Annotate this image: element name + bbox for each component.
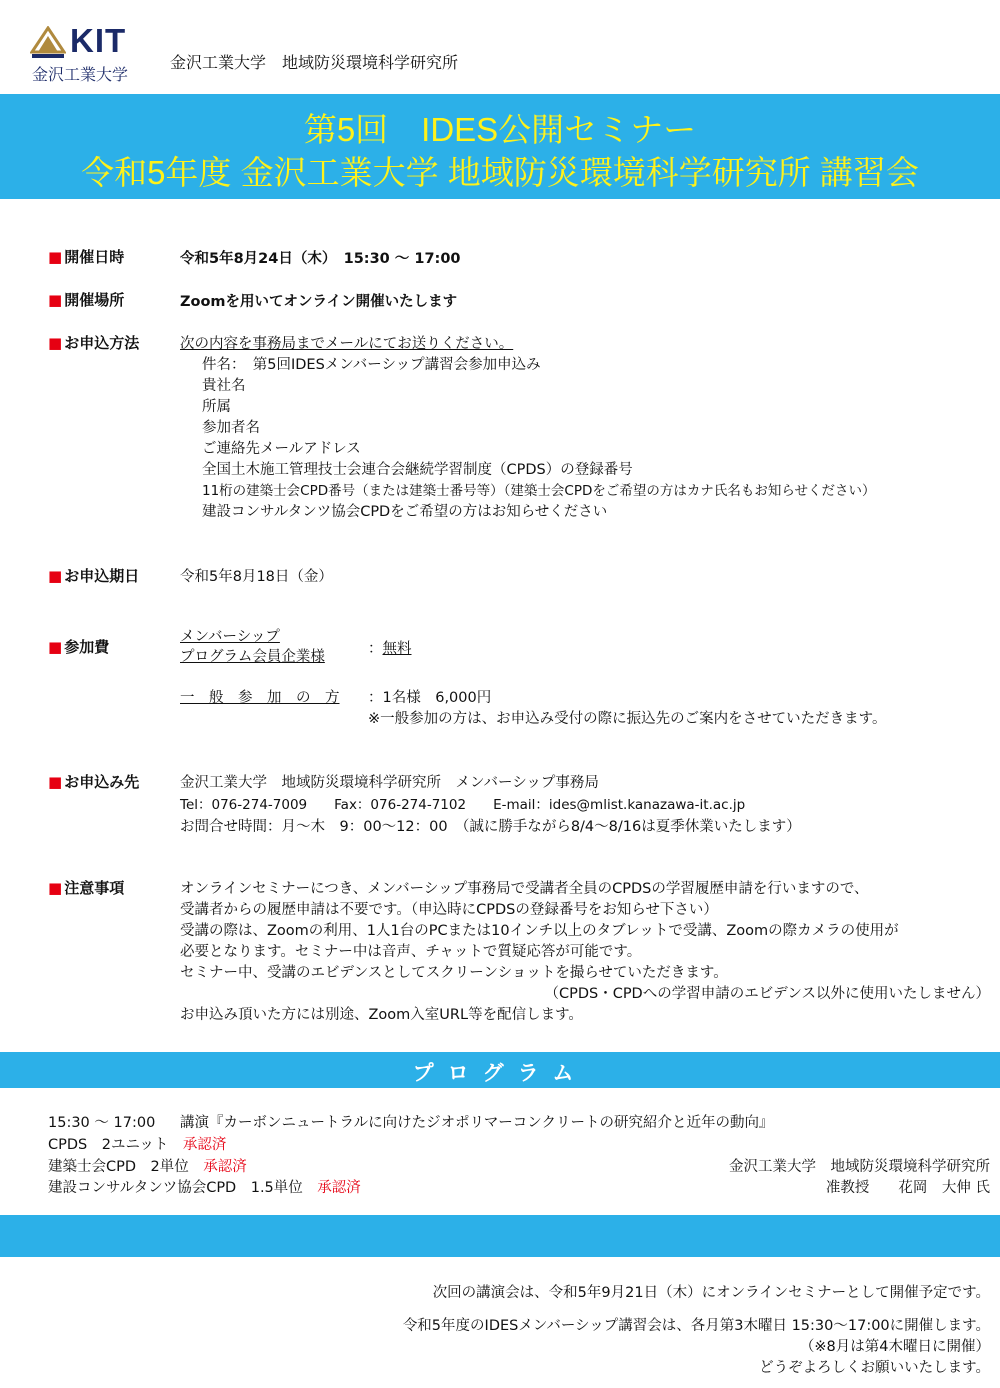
fee-member-line2: プログラム会員企業様	[180, 649, 325, 665]
contact-line-2: Tel：076-274-7009 Fax：076-274-7102 E-mail：ides@mlist.kanazawa-it.ac.jp	[180, 797, 746, 813]
venue-label: ■ 開催場所	[48, 291, 125, 309]
bullet-square-icon: ■	[48, 567, 63, 585]
program-time: 15:30 ～ 17:00	[48, 1115, 156, 1131]
logo-subtext: 金沢工業大学	[32, 65, 129, 84]
footer-schedule: 令和5年度のIDESメンバーシップ講習会は、各月第3木曜日 15:30～17:00に開催します。	[402, 1318, 990, 1334]
apply-item: 全国土木施工管理技士会連合会継続学習制度（CPDS）の登録番号	[202, 462, 633, 478]
bullet-square-icon: ■	[48, 773, 63, 791]
program-heading: プログラム	[412, 1061, 588, 1085]
notes-line: お申込み頂いた方には別途、Zoom入室URL等を配信します。	[180, 1007, 583, 1023]
apply-item: 件名： 第5回IDESメンバーシップ講習会参加申込み	[202, 357, 541, 373]
footer-next-lecture: 次回の講演会は、令和5年9月21日（木）にオンラインセミナーとして開催予定です。	[432, 1285, 990, 1301]
credit-architect: 建築士会CPD 2単位 承認済	[48, 1159, 247, 1175]
apply-item: 建設コンサルタンツ協会CPDをご希望の方はお知らせください	[202, 504, 608, 520]
fee-member-line1: メンバーシップ	[180, 629, 280, 645]
program-lecture: 講演『カーボンニュートラルに向けたジオポリマーコンクリートの研究紹介と近年の動向』	[180, 1115, 774, 1131]
kit-logo	[30, 22, 150, 86]
footer-closing: どうぞよろしくお願いいたします。	[759, 1360, 990, 1376]
kit-emblem-icon	[30, 26, 66, 60]
date-label: ■ 開催日時	[48, 248, 125, 266]
footer-august-note: （※8月は第4木曜日に開催）	[799, 1339, 990, 1355]
venue-value: Zoomを用いてオンライン開催いたします	[180, 294, 458, 310]
notes-line: 必要となります。セミナー中は音声、チャットで質疑応答が可能です。	[180, 944, 642, 960]
divider-bar	[0, 1215, 1000, 1257]
speaker-name: 准教授 花岡 大伸 氏	[825, 1180, 990, 1196]
fee-general-price: ：1名様 6,000円	[368, 690, 492, 706]
title-line-1: 第5回 IDES公開セミナー	[303, 111, 697, 148]
credit-consultant: 建設コンサルタンツ協会CPD 1.5単位 承認済	[48, 1180, 361, 1196]
contact-line-3: お問合せ時間：月～木 9：00～12：00 （誠に勝手ながら8/4～8/16は夏季休業いたします）	[180, 819, 801, 835]
fee-general-note: ※一般参加の方は、お申込み受付の際に振込先のご案内をさせていただきます。	[368, 711, 887, 727]
date-value: 令和5年8月24日（木） 15:30 ～ 17:00	[180, 251, 461, 267]
credit-cpds: CPDS 2ユニット 承認済	[48, 1137, 227, 1153]
title-banner	[0, 94, 1000, 199]
notes-line: （CPDS・CPDへの学習申請のエビデンス以外に使用いたしません）	[544, 986, 990, 1002]
fee-label: ■ 参加費	[48, 638, 110, 656]
contact-label: ■ お申込み先	[48, 773, 140, 791]
logo-text: KIT	[70, 22, 127, 59]
apply-label: ■ お申込方法	[48, 334, 140, 352]
apply-item: 所属	[202, 399, 231, 415]
bullet-square-icon: ■	[48, 638, 63, 656]
bullet-square-icon: ■	[48, 334, 63, 352]
fee-member-price: ：無料	[368, 641, 412, 657]
deadline-value: 令和5年8月18日（金）	[180, 569, 333, 585]
notes-line: 受講の際は、Zoomの利用、1人1台のPCまたは10インチ以上のタブレットで受講、Zoomの際カメラの使用が	[180, 923, 899, 939]
institute-name: 金沢工業大学 地域防災環境科学研究所	[170, 53, 459, 72]
bullet-square-icon: ■	[48, 291, 63, 309]
apply-item: 11桁の建築士会CPD番号（または建築士番号等）（建築士会CPDをご希望の方はカナ氏名もお知らせください）	[202, 483, 876, 499]
fee-general-label: 一 般 参 加 の 方	[180, 690, 340, 706]
contact-line-1: 金沢工業大学 地域防災環境科学研究所 メンバーシップ事務局	[180, 775, 599, 791]
bullet-square-icon: ■	[48, 248, 63, 266]
deadline-label: ■ お申込期日	[48, 567, 140, 585]
bullet-square-icon: ■	[48, 879, 63, 897]
notes-line: 受講者からの履歴申請は不要です。（申込時にCPDSの登録番号をお知らせ下さい）	[180, 902, 718, 918]
program-heading-bar	[0, 1052, 1000, 1088]
notes-label: ■ 注意事項	[48, 879, 125, 897]
apply-intro: 次の内容を事務局までメールにてお送りください。	[180, 336, 514, 352]
notes-line: オンラインセミナーにつき、メンバーシップ事務局で受講者全員のCPDSの学習履歴申請を行いますので、	[180, 881, 869, 897]
apply-item: ご連絡先メールアドレス	[202, 441, 361, 457]
apply-item: 貴社名	[202, 378, 246, 394]
notes-line: セミナー中、受講のエビデンスとしてスクリーンショットを撮らせていただきます。	[180, 965, 728, 981]
speaker-affiliation: 金沢工業大学 地域防災環境科学研究所	[729, 1159, 990, 1175]
apply-item: 参加者名	[202, 420, 260, 436]
title-line-2: 令和5年度 金沢工業大学 地域防災環境科学研究所 講習会	[81, 154, 919, 191]
